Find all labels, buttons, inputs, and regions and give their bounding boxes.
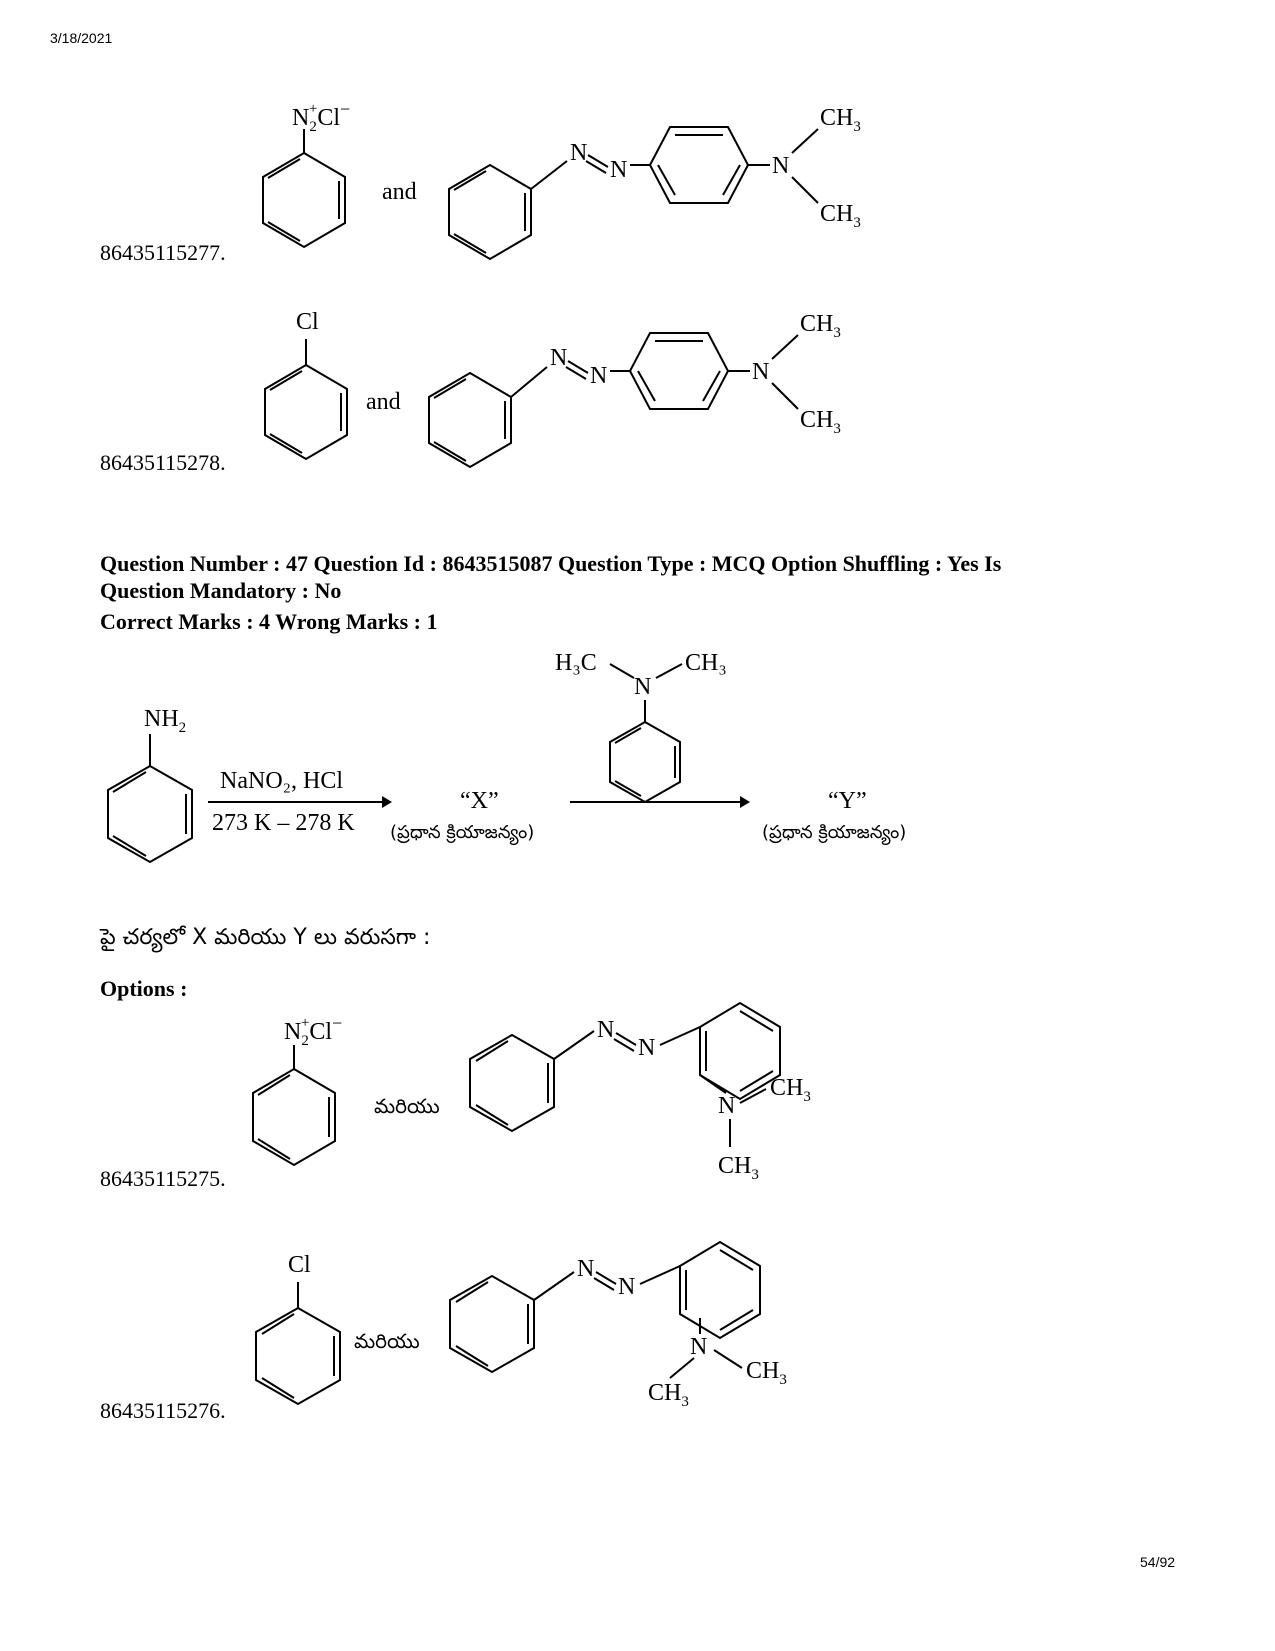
svg-text:N: N (570, 140, 588, 166)
svg-text:N: N (634, 674, 652, 700)
svg-text:N: N (752, 359, 770, 385)
page-number: 54/92 (1140, 1554, 1176, 1570)
svg-text:H₃C: H₃C (555, 650, 597, 676)
structure-option-277 (240, 95, 920, 255)
svg-text:N: N (618, 1274, 636, 1300)
option-id: 86435115278. (100, 450, 226, 475)
svg-text:CH3: $CH_3$ (648, 1380, 689, 1410)
reagent-top: NaNO₂, HCl (220, 768, 344, 794)
svg-text:N: N (772, 153, 790, 179)
azo-dye-para (429, 311, 841, 467)
option-id: 86435115277. (100, 240, 226, 265)
option-id: 86435115275. (100, 1166, 226, 1191)
joiner-mariyu: మరియు (374, 1094, 440, 1118)
svg-text:N: N (577, 1256, 595, 1282)
product-y: “Y” (828, 788, 867, 814)
question-text: పై చర్యలో X మరియు Y లు వరుసగా : (100, 925, 431, 950)
aniline (108, 706, 192, 862)
diazonium-benzene (263, 99, 350, 247)
svg-text:N: N (690, 1334, 708, 1360)
svg-text:CH3: $CH_3$ (800, 407, 841, 437)
svg-text:N: N (590, 363, 608, 389)
structure-option-275 (240, 1005, 880, 1195)
svg-text:N2+Cl−: $N_2+Cl^-$ (292, 99, 351, 135)
reagent-bottom: 273 K – 278 K (212, 810, 355, 836)
major-product-label: (ప్రధాన క్రియాజన్యం) (762, 822, 907, 843)
chlorobenzene (265, 309, 347, 459)
major-product-label: (ప్రధాన క్రియాజన్యం) (390, 822, 535, 843)
joiner-mariyu: మరియు (354, 1329, 420, 1353)
joiner-and: and (366, 389, 401, 415)
svg-text:CH3: $CH_3$ (770, 1075, 811, 1105)
question-marks: Correct Marks : 4 Wrong Marks : 1 (100, 609, 438, 634)
dimethylaniline-reagent (555, 650, 727, 802)
svg-text:CH₃: CH₃ (685, 650, 727, 676)
page-date: 3/18/2021 (50, 30, 113, 46)
svg-text:N2+Cl−: $N_2+Cl^-$ (284, 1013, 343, 1049)
diazonium-benzene (253, 1013, 342, 1165)
options-heading: Options : (100, 976, 188, 1001)
structure-option-278 (240, 305, 920, 465)
svg-text:NH2: $NH_2$ (144, 706, 187, 736)
structure-option-276 (240, 1240, 880, 1430)
svg-text:CH3: $CH_3$ (746, 1358, 787, 1388)
svg-text:CH3: $CH_3$ (800, 311, 841, 341)
svg-text:Cl: Cl (296, 309, 319, 335)
azo-dye-para (449, 105, 861, 259)
svg-text:N: N (638, 1035, 656, 1061)
question-meta-line2: Question Mandatory : No (100, 578, 342, 603)
joiner-and: and (382, 179, 417, 205)
option-id: 86435115276. (100, 1398, 226, 1423)
svg-text:CH3: $CH_3$ (820, 105, 861, 135)
reaction-scheme (100, 640, 980, 870)
azo-dye-ortho (470, 1003, 811, 1183)
intermediate-x: “X” (460, 788, 499, 814)
svg-text:N: N (610, 157, 628, 183)
svg-text:N: N (718, 1093, 736, 1119)
svg-text:N: N (550, 345, 568, 371)
chlorobenzene (256, 1252, 340, 1404)
question-meta (100, 550, 1180, 604)
svg-text:CH3: $CH_3$ (718, 1153, 759, 1183)
question-meta-line1: Question Number : 47 Question Id : 8643515087 Question Type : MCQ Option Shuffling : Yes Is (100, 551, 1002, 576)
svg-text:Cl: Cl (288, 1252, 311, 1278)
svg-text:CH3: $CH_3$ (820, 201, 861, 231)
svg-text:N: N (597, 1017, 615, 1043)
azo-dye-ortho (450, 1242, 787, 1410)
